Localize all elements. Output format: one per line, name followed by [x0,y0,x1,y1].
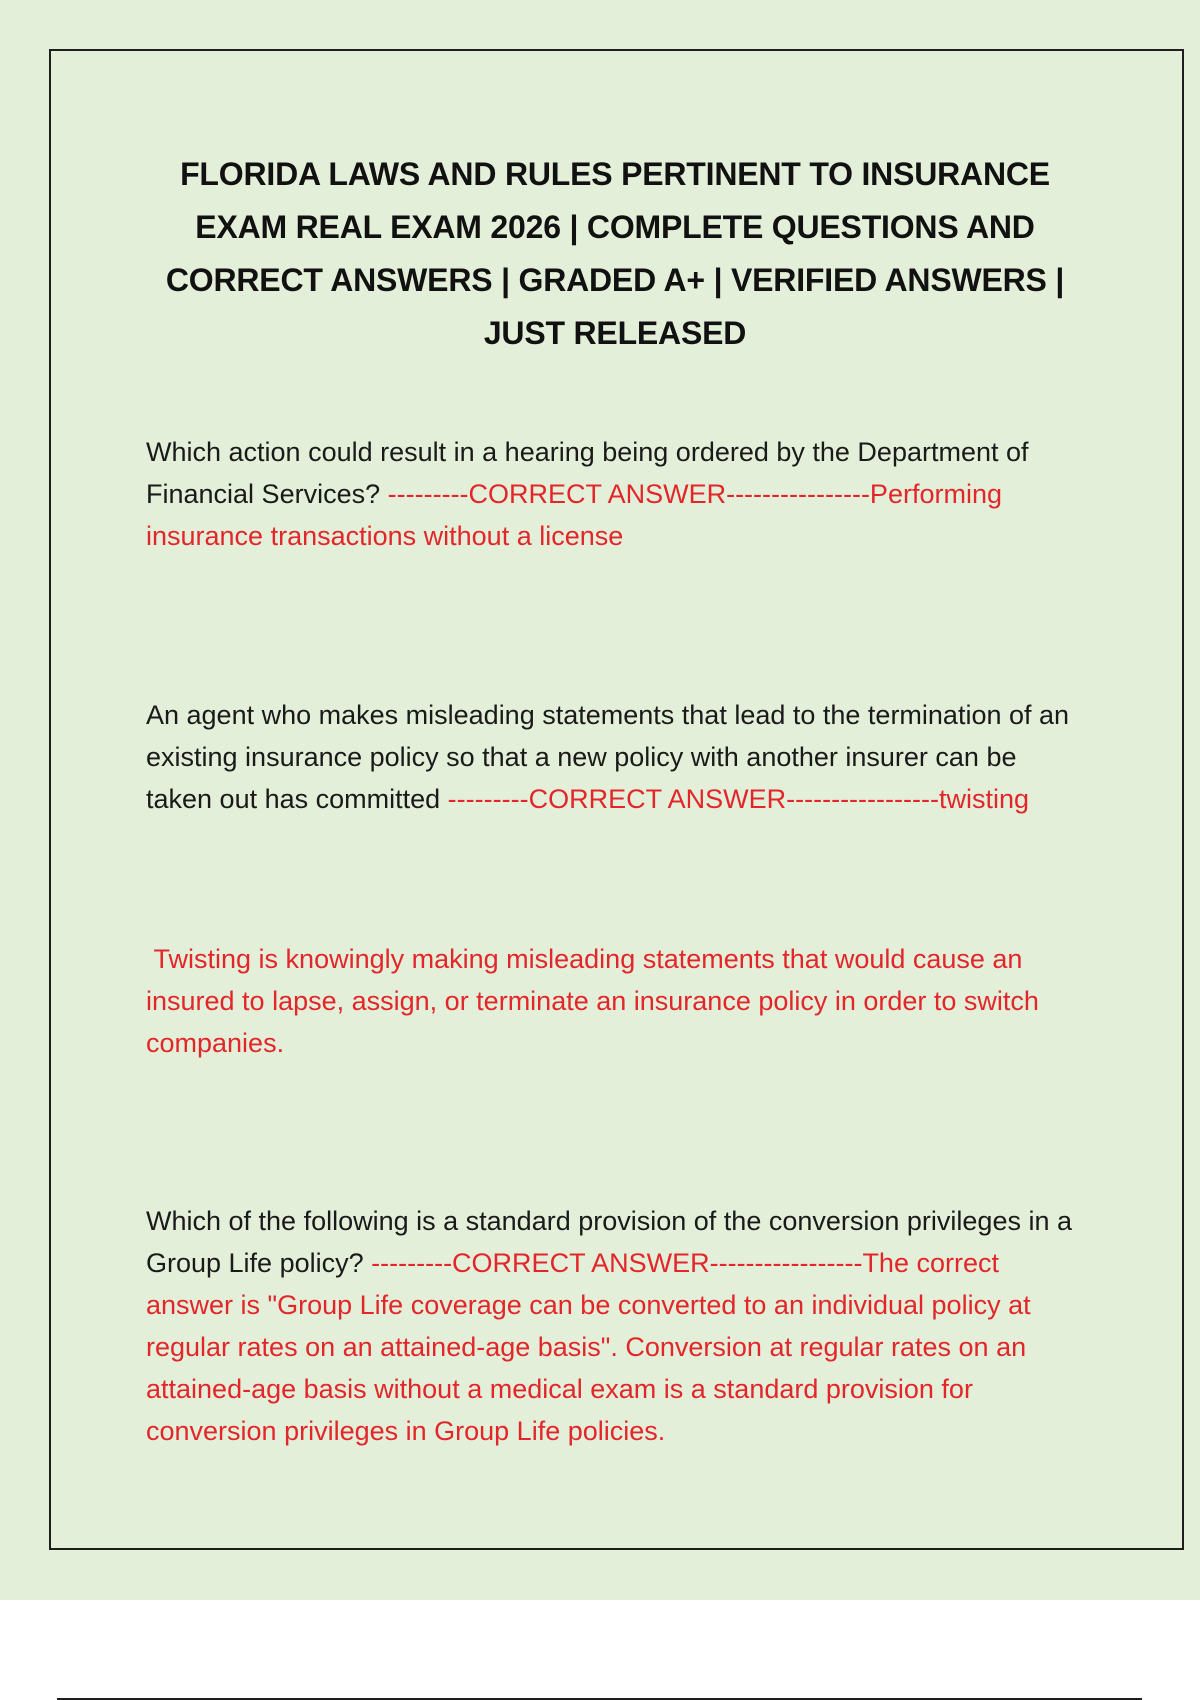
qa-item [146,694,1086,820]
correct-answer: ---------CORRECT ANSWER----------------Performing insurance transactions without a license [146,479,1002,551]
question-text: Which of the following is a standard provision of the conversion privileges in a Group Life policy? [146,1206,1072,1278]
correct-answer: ---------CORRECT ANSWER-----------------The correct answer is "Group Life coverage can be converted to an individual policy at regular rates on an attained-age basis". Conversion at regular rates on an attained-age basis without a medical exam is a standard provision for conversion privileges in Group Life policies. [146,1248,1031,1446]
correct-answer: ---------CORRECT ANSWER-----------------twisting [447,784,1030,814]
explanation-text: Twisting is knowingly making misleading statements that would cause an insured to lapse, assign, or terminate an insurance policy in order to switch companies. [146,944,1039,1058]
question-text: An agent who makes misleading statements that lead to the termination of an existing insurance policy so that a new policy with another insurer can be taken out has committed [146,700,1070,814]
qa-item [146,1200,1086,1452]
qa-item [146,431,1086,557]
answer-explanation [146,938,1086,1064]
document-title: FLORIDA LAWS AND RULES PERTINENT TO INSURANCE EXAM REAL EXAM 2026 | COMPLETE QUESTIONS AND CORRECT ANSWERS | GRADED A+ | VERIFIED ANSWERS | JUST RELEASED [165,156,1065,351]
question-text: Which action could result in a hearing being ordered by the Department of Financial Services? [146,437,1029,509]
